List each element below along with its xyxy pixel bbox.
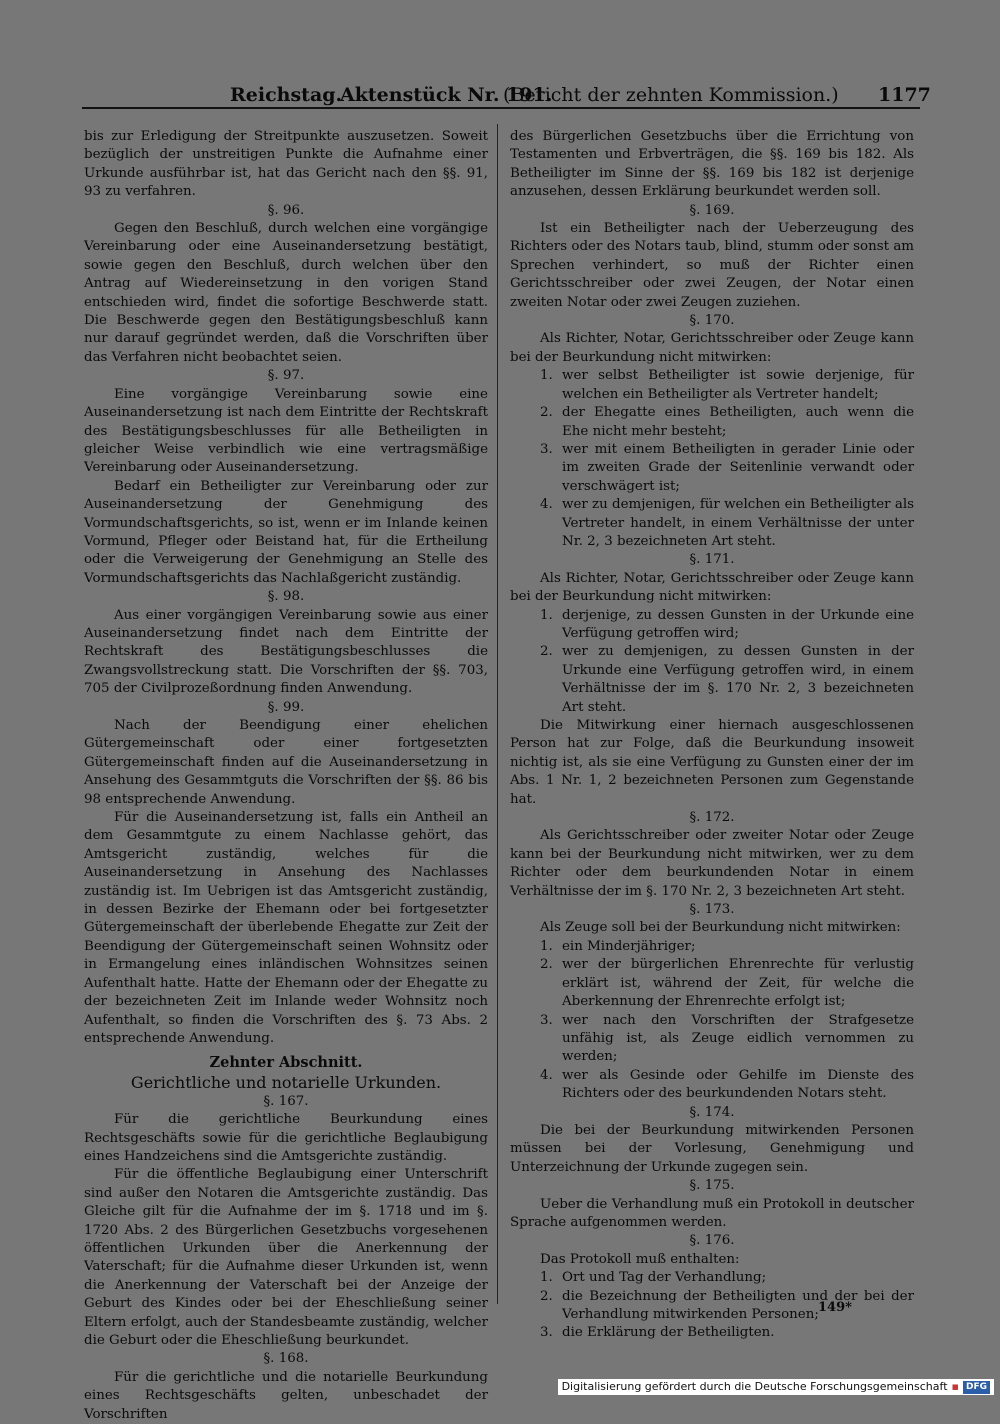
- section-number: §. 176.: [689, 1233, 735, 1249]
- right-column: [510, 128, 914, 1343]
- section-number: §. 99.: [267, 699, 305, 715]
- separator-dots: ▪: [951, 1380, 959, 1393]
- paragraph: Ueber die Verhandlung muß ein Protokoll in deutscher Sprache aufgenommen werden.: [510, 1196, 914, 1230]
- paragraph: Bedarf ein Betheiligter zur Vereinbarung oder zur Auseinandersetzung der Genehmigung des Vormundschaftsgerichts, so ist, wenn er im Inlande keinen Vormund, Pfleger oder Beistand hat, für die Ertheilung oder die Verweigerung der Genehmigung an Stelle des Vormundschaftsgerichts das Nachlaßgericht zuständig.: [84, 478, 488, 586]
- list-item: [510, 607, 914, 644]
- list-item-text: wer nach den Vorschriften der Strafgesetze unfähig ist, als Zeuge eidlich vernommen zu werden;: [562, 1012, 914, 1065]
- section-number: §. 97.: [267, 368, 305, 384]
- header-reichstag: Reichstag.: [230, 84, 343, 106]
- paragraph: Als Zeuge soll bei der Beurkundung nicht mitwirken:: [540, 920, 901, 936]
- list-item-text: wer der bürgerlichen Ehrenrechte für verlustig erklärt ist, während der Zeit, für welche die Aberkennung der Ehrenrechte erfolgt ist;: [562, 957, 914, 1010]
- list-item-text: wer als Gesinde oder Gehilfe im Dienste des Richters oder des beurkundenden Notars steht.: [562, 1067, 914, 1102]
- section-number: §. 173.: [689, 902, 735, 918]
- paragraph: Eine vorgängige Vereinbarung sowie eine Auseinandersetzung ist nach dem Eintritte der Rechtskraft des Bestätigungsbeschlusses für alle Betheiligten in gleicher Weise verbindlich wie eine vertragsmäßige Vereinbarung oder Auseinandersetzung.: [84, 386, 488, 476]
- paragraph: Gegen den Beschluß, durch welchen eine vorgängige Vereinbarung oder eine Auseinandersetzung bestätigt, sowie gegen den Beschluß, durch welchen über den Antrag auf Wiedereinsetzung in den vorigen Stand entschieden wird, findet die sofortige Beschwerde statt. Die Beschwerde gegen den Bestätigungsbeschluß kann nur darauf gegründet werden, daß die Vorschriften über das Verfahren nicht beobachtet seien.: [84, 221, 488, 365]
- enumerated-list: [510, 607, 914, 717]
- list-item-number: 1.: [540, 938, 553, 954]
- list-item: [510, 367, 914, 404]
- list-item-number: 2.: [540, 957, 553, 973]
- paragraph: Das Protokoll muß enthalten:: [540, 1251, 740, 1267]
- printer-signature: 149*: [818, 1300, 852, 1315]
- list-item: [510, 496, 914, 551]
- paragraph: Für die Auseinandersetzung ist, falls ein Antheil an dem Gesammtgute zu einem Nachlasse gehört, das Amtsgericht zuständig, welches für die Auseinandersetzung in Ansehung des Nachlasses zuständig ist. Im Uebrigen ist das Amtsgericht zuständig, in dessen Bezirke der Ehemann oder bei fortgesetzter Gütergemeinschaft der überlebende Ehegatte zur Zeit der Beendigung der Gütergemeinschaft seinen Wohnsitz oder in Ermangelung eines inländischen Wohnsitzes seinen Aufenthalt hatte. Hatte der Ehemann oder der Ehegatte zu der bezeichneten Zeit im Inlande weder Wohnsitz noch Aufenthalt, so finden die Vorschriften des §. 73 Abs. 2 entsprechende Anwendung.: [84, 810, 488, 1046]
- list-item-number: 4.: [540, 1067, 553, 1083]
- paragraph: Die bei der Beurkundung mitwirkenden Personen müssen bei der Vorlesung, Genehmigung und Unterzeichnung der Urkunde zugegen sein.: [510, 1122, 914, 1175]
- list-item-number: 4.: [540, 497, 553, 513]
- list-item-number: 3.: [540, 1012, 553, 1028]
- list-item-number: 2.: [540, 405, 553, 421]
- chapter-heading: Zehnter Abschnitt.: [209, 1054, 363, 1072]
- list-item-number: 1.: [540, 607, 553, 623]
- paragraph: Nach der Beendigung einer ehelichen Gütergemeinschaft oder einer fortgesetzten Gütergemeinschaft finden auf die Auseinandersetzung in Ansehung des Gesammtguts die Vorschriften der §§. 86 bis 98 entsprechende Anwendung.: [84, 718, 488, 807]
- footer-credit: [558, 1379, 994, 1395]
- list-item-text: derjenige, zu dessen Gunsten in der Urkunde eine Verfügung getroffen wird;: [562, 607, 914, 641]
- list-item: [510, 1012, 914, 1067]
- page-number: 1177: [878, 84, 931, 106]
- section-number: §. 172.: [689, 810, 735, 826]
- list-item-text: die Bezeichnung der Betheiligten und der bei der Verhandlung mitwirkenden Personen;: [562, 1288, 914, 1322]
- section-number: §. 171.: [689, 552, 735, 568]
- paragraph: Ist ein Betheiligter nach der Ueberzeugung des Richters oder des Notars taub, blind, stumm oder sonst am Sprechen verhindert, so muß der Richter einen Gerichtsschreiber oder zwei Zeugen, der Notar einen zweiten Notar oder zwei Zeugen zuziehen.: [510, 221, 914, 310]
- section-number: §. 168.: [263, 1351, 309, 1367]
- section-number: §. 175.: [689, 1178, 735, 1194]
- section-number: §. 169.: [689, 202, 735, 218]
- list-item-text: Ort und Tag der Verhandlung;: [562, 1270, 767, 1286]
- paragraph: Als Richter, Notar, Gerichtsschreiber oder Zeuge kann bei der Beurkundung nicht mitwirken:: [510, 570, 914, 605]
- section-number: §. 174.: [689, 1104, 735, 1120]
- list-item: [510, 1269, 914, 1287]
- paragraph: Für die öffentliche Beglaubigung einer Unterschrift sind außer den Notaren die Amtsgerichte zuständig. Das Gleiche gilt für die Aufnahme der im §. 1718 und im §. 1720 Abs. 2 des Bürgerlichen Gesetzbuchs vorgesehenen öffentlichen Urkunden über die Anerkennung der Vaterschaft; für die Aufnahme dieser Urkunden ist, wenn die Anerkennung der Vaterschaft bei der Anzeige der Geburt des Kindes oder bei der Eheschließung seiner Eltern erfolgt, auch der Standesbeamte zuständig, welcher die Geburt oder die Eheschließung beurkundet.: [84, 1167, 488, 1348]
- chapter-subheading: Gerichtliche und notarielle Urkunden.: [130, 1072, 442, 1092]
- section-number: §. 170.: [689, 313, 735, 329]
- list-item-text: der Ehegatte eines Betheiligten, auch wenn die Ehe nicht mehr besteht;: [562, 405, 914, 439]
- enumerated-list: [510, 1269, 914, 1343]
- list-item: [510, 441, 914, 496]
- list-item-number: 3.: [540, 441, 553, 457]
- list-item-number: 1.: [540, 368, 553, 384]
- paragraph: Die Mitwirkung einer hiernach ausgeschlossenen Person hat zur Folge, daß die Beurkundung insoweit nichtig ist, als sie eine Verfügung zu Gunsten einer der im Abs. 1 Nr. 1, 2 bezeichneten Personen zum Gegenstande hat.: [510, 718, 914, 807]
- list-item: [510, 938, 914, 956]
- paragraph: Für die gerichtliche Beurkundung eines Rechtsgeschäfts sowie für die gerichtliche Beglaubigung eines Handzeichens sind die Amtsgerichte zuständig.: [84, 1112, 488, 1164]
- list-item-text: wer selbst Betheiligter ist sowie derjenige, für welchen ein Betheiligter als Vertreter handelt;: [562, 368, 914, 402]
- list-item-text: ein Minderjähriger;: [562, 938, 696, 954]
- section-number: §. 96.: [267, 202, 305, 218]
- list-item-text: wer mit einem Betheiligten in gerader Linie oder im zweiten Grade der Seitenlinie verwandt oder verschwägert ist;: [562, 441, 914, 494]
- list-item: [510, 956, 914, 1011]
- left-column: [84, 128, 488, 1424]
- list-item-text: wer zu demjenigen, zu dessen Gunsten in der Urkunde eine Verfügung getroffen wird, in einem Verhältnisse der im §. 170 Nr. 2, 3 bezeichneten Art steht.: [562, 644, 914, 715]
- list-item-text: die Erklärung der Betheiligten.: [562, 1325, 775, 1341]
- header-document-number: Aktenstück Nr. 191.: [340, 84, 553, 106]
- list-item: [510, 404, 914, 441]
- header-rule: [82, 107, 920, 109]
- paragraph: bis zur Erledigung der Streitpunkte auszusetzen. Soweit bezüglich der unstreitigen Punkte die Aufnahme einer Urkunde ausführbar ist, hat das Gericht nach den §§. 91, 93 zu verfahren.: [84, 129, 488, 200]
- paragraph: Als Richter, Notar, Gerichtsschreiber oder Zeuge kann bei der Beurkundung nicht mitwirken:: [510, 331, 914, 365]
- paragraph: Für die gerichtliche und die notarielle Beurkundung eines Rechtsgeschäfts gelten, unbeschadet der Vorschriften: [84, 1369, 488, 1422]
- enumerated-list: [510, 938, 914, 1104]
- header-report-title: (Bericht der zehnten Kommission.): [503, 84, 839, 106]
- section-number: §. 98.: [267, 589, 305, 605]
- paragraph: des Bürgerlichen Gesetzbuchs über die Errichtung von Testamenten und Erbverträgen, die §§. 169 bis 182. Als Betheiligter im Sinne der §§. 169 bis 182 ist derjenige anzusehen, dessen Erklärung beurkundet werden soll.: [510, 129, 914, 200]
- list-item-text: wer zu demjenigen, für welchen ein Betheiligter als Vertreter handelt, in einem Verhältnisse der unter Nr. 2, 3 bezeichneten Art steht.: [562, 497, 914, 549]
- list-item: [510, 1067, 914, 1104]
- paragraph: Aus einer vorgängigen Vereinbarung sowie aus einer Auseinandersetzung findet nach dem Eintritte der Rechtskraft des Bestätigungsbeschlusses die Zwangsvollstreckung statt. Die Vorschriften der §§. 703, 705 der Civilprozeßordnung finden Anwendung.: [84, 607, 488, 697]
- enumerated-list: [510, 367, 914, 551]
- list-item-number: 2.: [540, 644, 553, 660]
- column-divider: [497, 124, 498, 1304]
- list-item: [510, 1288, 914, 1325]
- list-item-number: 3.: [540, 1325, 553, 1341]
- list-item-number: 2.: [540, 1288, 553, 1304]
- paragraph: Als Gerichtsschreiber oder zweiter Notar oder Zeuge kann bei der Beurkundung nicht mitwirken, wer zu dem Richter oder dem beurkundenden Notar in einem Verhältnisse der im §. 170 Nr. 2, 3 bezeichneten Art steht.: [510, 828, 914, 899]
- section-number: §. 167.: [263, 1093, 309, 1109]
- list-item: [510, 643, 914, 717]
- list-item: [510, 1324, 914, 1342]
- footer-text: Digitalisierung gefördert durch die Deutsche Forschungsgemeinschaft: [561, 1380, 948, 1393]
- dfg-logo[interactable]: DFG: [963, 1381, 990, 1394]
- list-item-number: 1.: [540, 1270, 553, 1286]
